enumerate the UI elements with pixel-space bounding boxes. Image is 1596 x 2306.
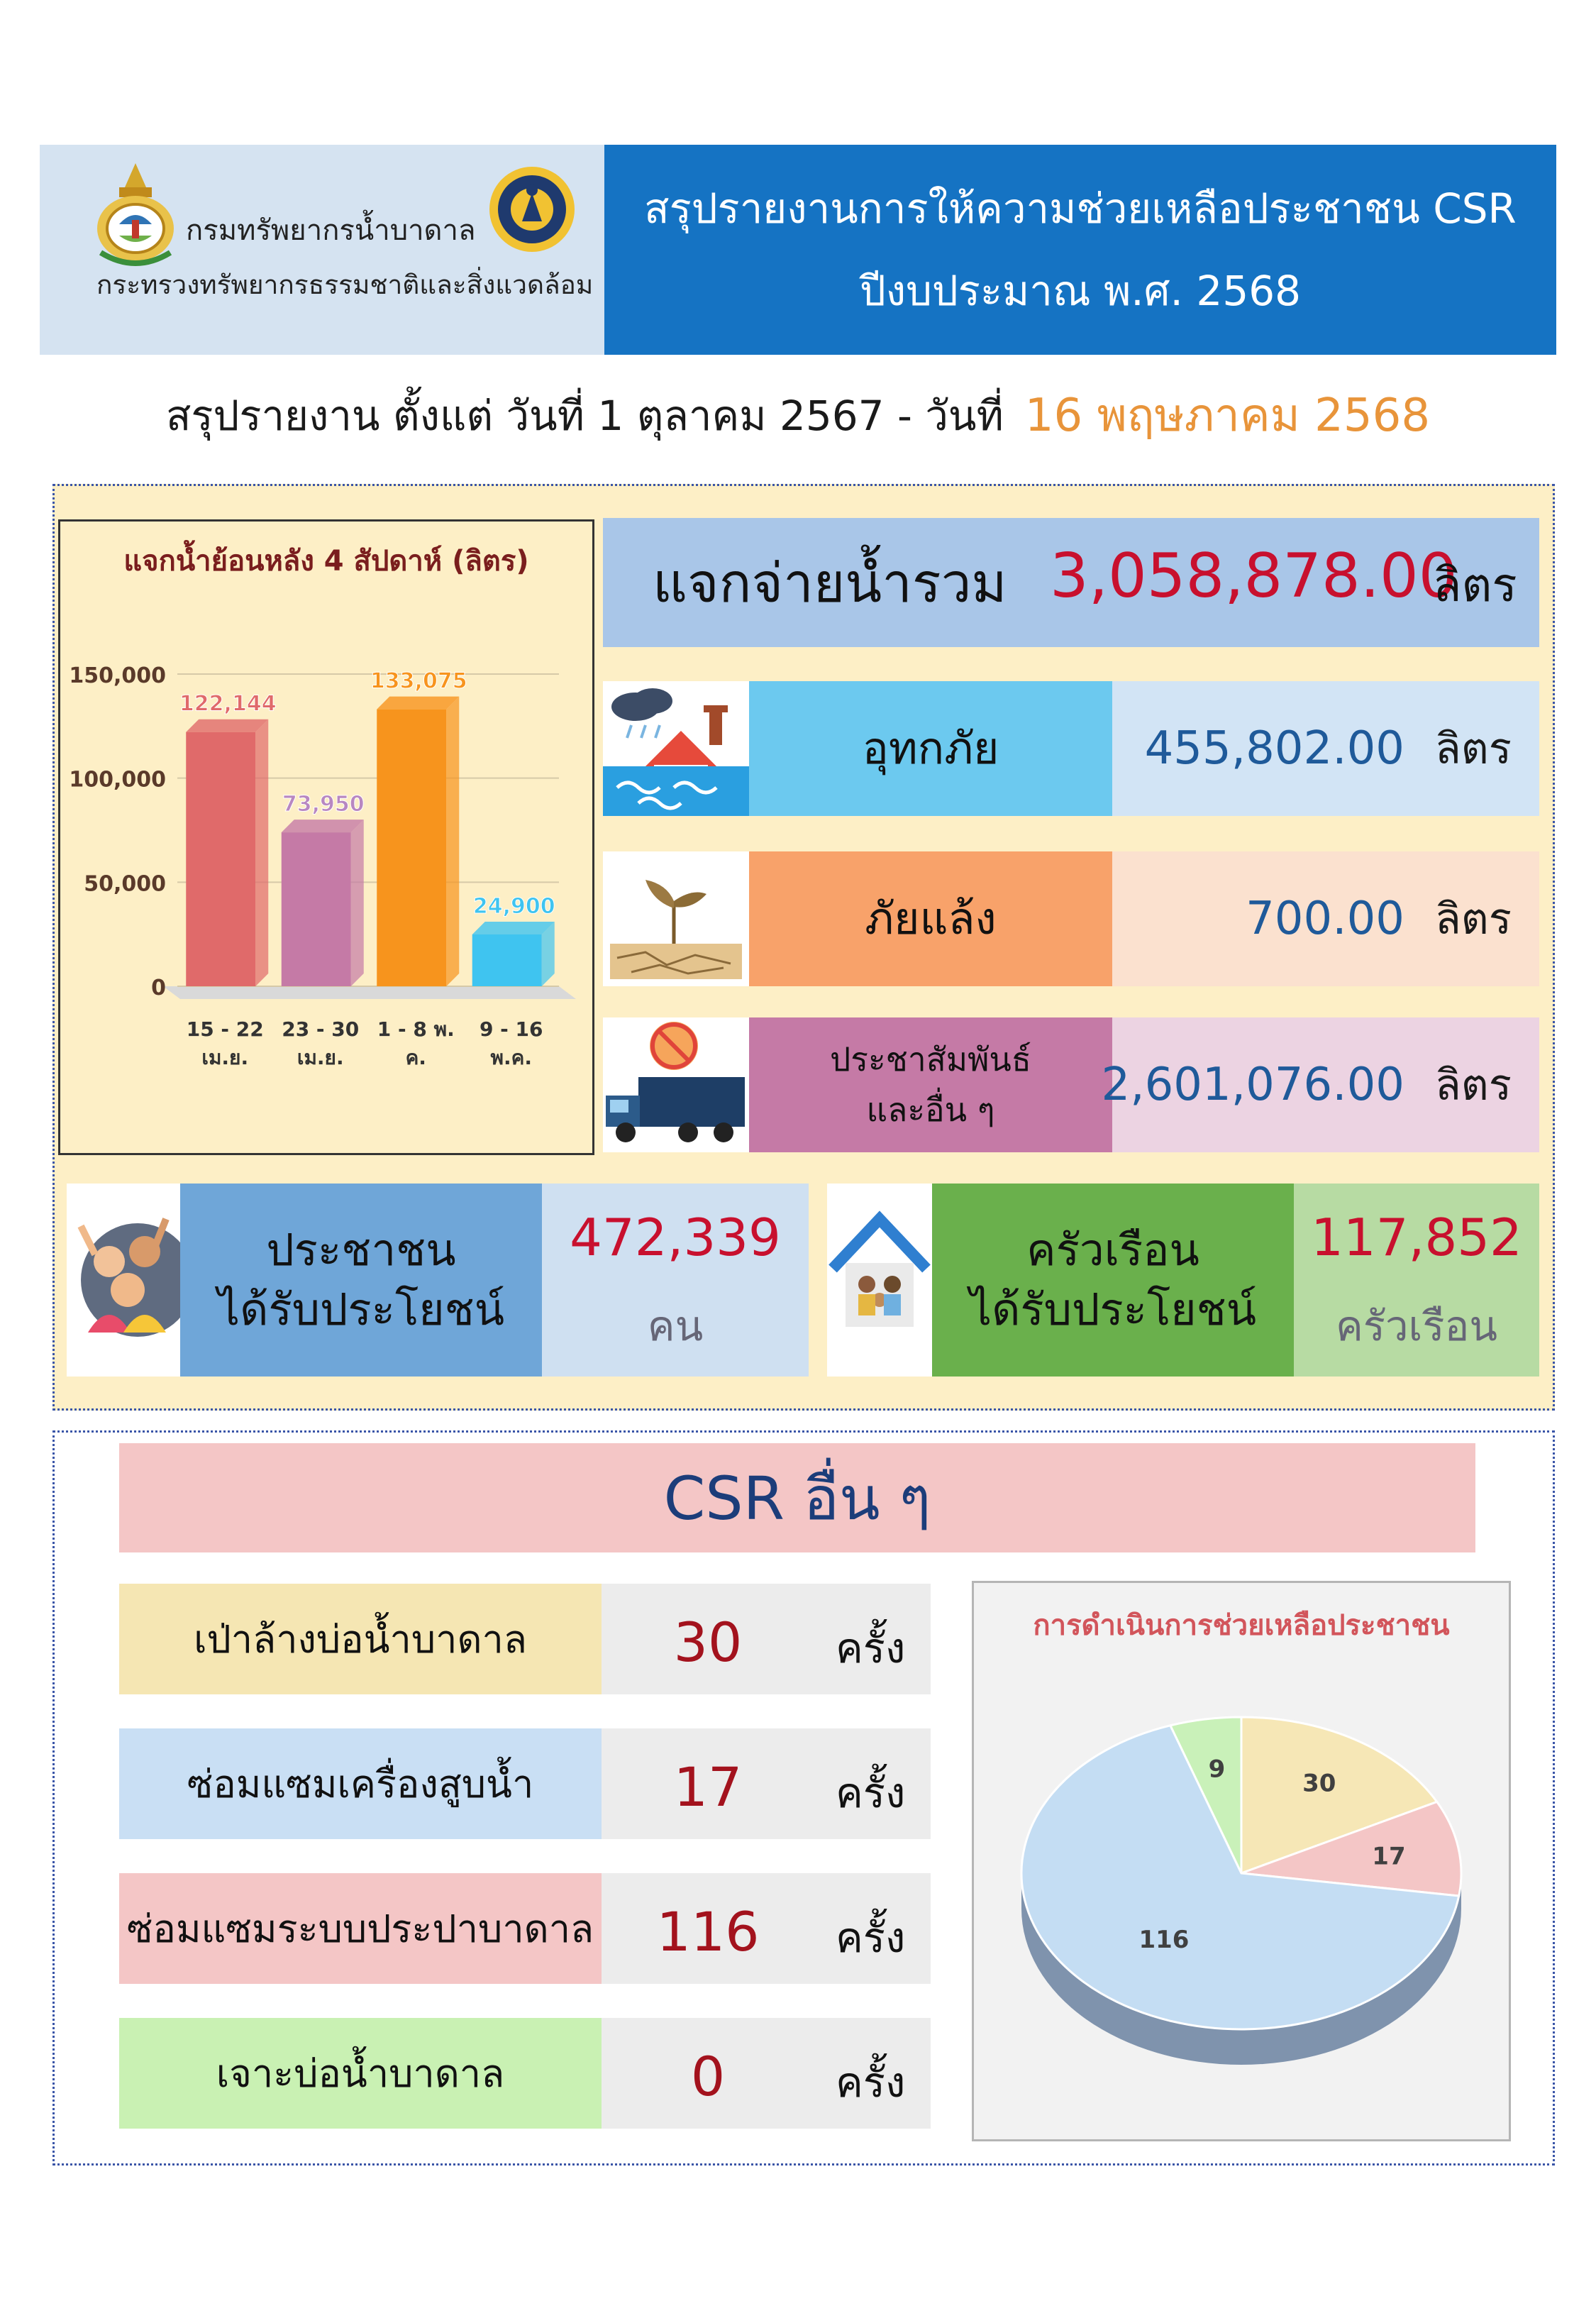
x-tick-label: 1 - 8 พ. <box>377 1017 455 1041</box>
category-pr-unit: ลิตร <box>1435 1060 1512 1110</box>
csr-row-count-cell <box>602 1873 931 1984</box>
agency-name: กรมทรัพยากรน้ำบาดาล <box>186 214 476 247</box>
bar-chart-title: แจกน้ำย้อนหลัง 4 สัปดาห์ (ลิตร) <box>123 545 529 578</box>
bar <box>282 832 351 986</box>
ministry-name: กระทรวงทรัพยากรธรรมชาติและสิ่งแวดล้อม <box>96 270 594 300</box>
csr-row-unit: ครั้ง <box>836 1769 906 1817</box>
bar-top <box>282 820 364 832</box>
x-tick-label: พ.ค. <box>490 1046 532 1069</box>
y-tick-label: 150,000 <box>69 663 166 688</box>
csr-row-count-cell <box>602 1584 931 1694</box>
bar-value-label: 73,950 <box>282 792 365 817</box>
x-tick-label: 9 - 16 <box>479 1017 543 1041</box>
category-pr-label <box>749 1017 1112 1152</box>
water-truck-icon <box>603 1017 749 1152</box>
chart-floor <box>163 986 576 999</box>
category-pr-value: 2,601,076.00 <box>1101 1059 1404 1111</box>
csr-row-count-cell <box>602 2018 931 2129</box>
report-range-prefix: สรุปรายงาน ตั้งแต่ วันที่ 1 ตุลาคม 2567 - วันที่ <box>165 391 1004 440</box>
people-benefit-value: 472,339 <box>570 1208 781 1267</box>
category-flood-value-cell <box>1112 681 1539 816</box>
bar-top <box>377 697 459 710</box>
x-tick-label: ค. <box>405 1046 426 1069</box>
x-tick-label: 23 - 30 <box>282 1017 360 1041</box>
y-tick-label: 0 <box>151 976 166 1000</box>
csr-row-label: เป่าล้างบ่อน้ำบาดาล <box>119 1584 602 1694</box>
csr-row-label: ซ่อมแซมระบบประปาบาดาล <box>119 1873 602 1984</box>
household-benefit-label-line2: ได้รับประโยชน์ <box>969 1284 1257 1335</box>
category-pr-value-cell <box>1101 1017 1539 1152</box>
category-drought-unit: ลิตร <box>1435 894 1512 944</box>
bar-value-label: 122,144 <box>179 691 277 717</box>
pie-slice-label: 116 <box>1138 1926 1190 1955</box>
people-benefit-label-line1: ประชาชน <box>266 1224 456 1276</box>
report-title-line1: สรุปรายงานการให้ความช่วยเหลือประชาชน CSR <box>644 184 1517 233</box>
department-emblem-icon <box>91 159 180 270</box>
bar-side <box>255 719 268 986</box>
bar-top <box>186 719 268 732</box>
csr-row-count: 17 <box>673 1755 743 1819</box>
flood-icon <box>603 681 749 816</box>
total-water-unit: ลิตร <box>1433 558 1517 612</box>
report-date-range <box>0 376 1596 454</box>
bar-side <box>351 820 364 986</box>
people-benefit-label <box>180 1184 542 1377</box>
bar-value-label: 24,900 <box>472 893 555 919</box>
y-tick-label: 50,000 <box>84 871 166 897</box>
x-tick-label: เม.ย. <box>297 1046 344 1069</box>
people-benefit-unit: คน <box>647 1302 704 1350</box>
csr-row-label: เจาะบ่อน้ำบาดาล <box>119 2018 602 2129</box>
category-drought-value: 700.00 <box>1246 893 1404 945</box>
pie-chart-title: การดำเนินการช่วยเหลือประชาชน <box>1033 1609 1450 1642</box>
household-benefit-value: 117,852 <box>1311 1208 1522 1267</box>
csr-row-unit: ครั้ง <box>836 1624 906 1672</box>
bar-side <box>446 697 459 986</box>
csr-row-count-cell <box>602 1728 931 1839</box>
pie-slice-label: 9 <box>1208 1755 1226 1784</box>
weekly-water-bar-chart <box>58 589 594 1114</box>
report-title-banner <box>604 145 1556 355</box>
category-pr-label-line2: และอื่น ๆ <box>866 1091 995 1129</box>
drought-icon <box>603 851 749 986</box>
total-water-label: แจกจ่ายน้ำรวม <box>653 551 1007 614</box>
csr-row-count: 0 <box>690 2045 726 2108</box>
csr-row-count: 30 <box>673 1611 743 1674</box>
csr-other-title: CSR อื่น ๆ <box>119 1443 1475 1552</box>
category-pr-label-line1: ประชาสัมพันธ์ <box>830 1039 1031 1078</box>
x-tick-label: 15 - 22 <box>186 1017 264 1041</box>
report-end-date: 16 พฤษภาคม 2568 <box>1024 390 1431 442</box>
household-benefit-label <box>932 1184 1294 1377</box>
total-water-value: 3,058,878.00 <box>1050 541 1458 612</box>
category-flood-unit: ลิตร <box>1435 724 1512 774</box>
people-crowd-icon <box>67 1184 180 1377</box>
category-flood-value: 455,802.00 <box>1144 722 1404 775</box>
assistance-pie-chart <box>972 1660 1511 2114</box>
bar-top <box>472 922 555 934</box>
bar <box>186 732 255 986</box>
people-benefit-label-line2: ได้รับประโยชน์ <box>217 1284 505 1335</box>
people-benefit-value-cell <box>542 1184 809 1377</box>
pie-slice-label: 17 <box>1372 1842 1406 1871</box>
csr-row-label: ซ่อมแซมเครื่องสูบน้ำ <box>119 1728 602 1839</box>
csr-row-unit: ครั้ง <box>836 2058 906 2107</box>
category-drought-value-cell <box>1112 851 1539 986</box>
category-drought-label: ภัยแล้ง <box>749 851 1112 986</box>
category-flood-label: อุทกภัย <box>749 681 1112 816</box>
household-benefit-unit: ครัวเรือน <box>1336 1302 1497 1350</box>
x-tick-label: เม.ย. <box>201 1046 249 1069</box>
bar-value-label: 133,075 <box>370 668 467 694</box>
bar <box>377 710 446 986</box>
bar <box>472 934 542 986</box>
house-family-icon <box>827 1184 932 1377</box>
csr-row-unit: ครั้ง <box>836 1914 906 1962</box>
csr-row-count: 116 <box>656 1900 760 1963</box>
report-title-line2: ปีงบประมาณ พ.ศ. 2568 <box>859 267 1302 315</box>
ministry-emblem-icon <box>487 158 577 261</box>
y-tick-label: 100,000 <box>69 767 166 793</box>
pie-slice-label: 30 <box>1302 1769 1336 1798</box>
household-benefit-label-line1: ครัวเรือน <box>1026 1224 1199 1276</box>
household-benefit-value-cell <box>1294 1184 1539 1377</box>
